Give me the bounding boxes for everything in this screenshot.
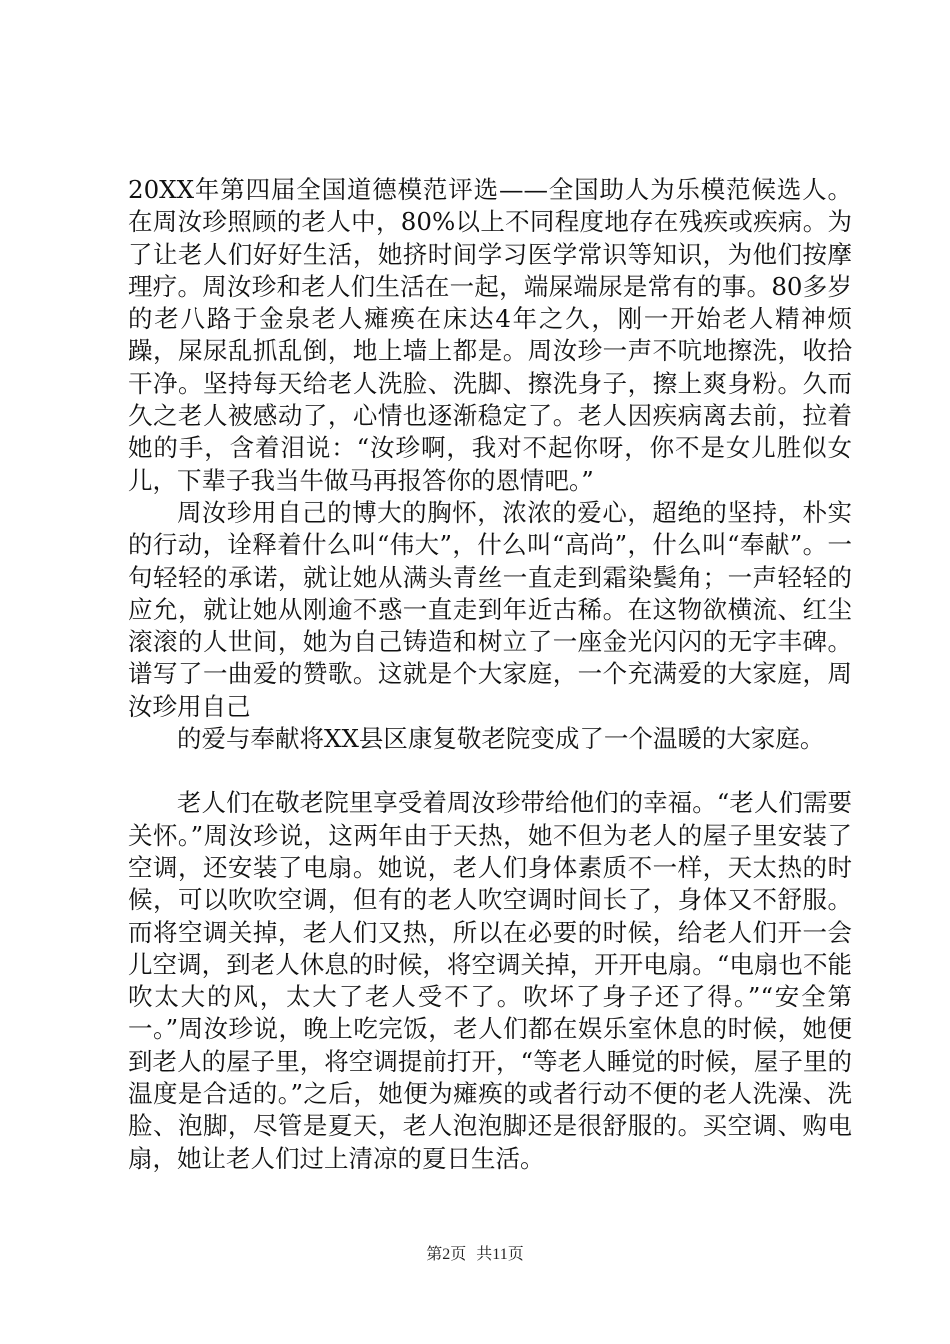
paragraph-3: 的爱与奉献将XX县区康复敬老院变成了一个温暖的大家庭。 xyxy=(177,724,825,754)
paragraph-1: 20XX年第四届全国道德模范评选——全国助人为乐模范候选人。在周汝珍照顾的老人中，80%以上不同程度地存在残疾或疾病。为了让老人们好好生活，她挤时间学习医学常识等知识，为他们按摩理疗。周汝珍和老人们生活在一起，端屎端尿是常有的事。80多岁的老八路于金泉老人瘫痪在床达4年之久，刚一开始老人精神烦躁，屎尿乱抓乱倒，地上墙上都是。周汝珍一声不吭地擦洗，收拾干净。坚持每天给老人洗脸、洗脚、擦洗身子，擦上爽身粉。久而久之老人被感动了，心情也逐渐稳定了。老人因疾病离去前，拉着她的手，含着泪说：“汝珍啊，我对不起你呀，你不是女儿胜似女儿，下辈子我当牛做马再报答你的恩情吧。” xyxy=(128,175,852,495)
page-total: 共11页 xyxy=(476,1246,524,1263)
page-footer xyxy=(0,1245,950,1265)
paragraph-4: 老人们在敬老院里享受着周汝珍带给他们的幸福。“老人们需要关怀。”周汝珍说，这两年由于天热，她不但为老人的屋子里安装了空调，还安装了电扇。她说，老人们身体素质不一样，天太热的时候，可以吹吹空调，但有的老人吹空调时间长了，身体又不舒服。而将空调关掉，老人们又热，所以在必要的时候，给老人们开一会儿空调，到老人休息的时候，将空调关掉，开开电扇。“电扇也不能吹太大的风，太大了老人受不了。吹坏了身子还了得。”“安全第一。”周汝珍说，晚上吃完饭，老人们都在娱乐室休息的时候，她便到老人的屋子里，将空调提前打开，“等老人睡觉的时候，屋子里的温度是合适的。”之后，她便为瘫痪的或者行动不便的老人洗澡、洗脸、泡脚，尽管是夏天，老人泡泡脚还是很舒服的。买空调、购电扇，她让老人们过上清凉的夏日生活。 xyxy=(128,788,852,1173)
paragraph-2: 周汝珍用自己的博大的胸怀，浓浓的爱心，超绝的坚持，朴实的行动，诠释着什么叫“伟大”，什么叫“高尚”，什么叫“奉献”。一句轻轻的承诺，就让她从满头青丝一直走到霜染鬓角；一声轻轻的应允，就让她从刚逾不惑一直走到年近古稀。在这物欲横流、红尘滚滚的人世间，她为自己铸造和树立了一座金光闪闪的无字丰碑。谱写了一曲爱的赞歌。这就是个大家庭，一个充满爱的大家庭，周汝珍用自己 xyxy=(128,497,852,721)
document-body xyxy=(128,174,852,1175)
page-number: 第2页 xyxy=(426,1246,467,1263)
paragraph-gap xyxy=(128,755,852,787)
